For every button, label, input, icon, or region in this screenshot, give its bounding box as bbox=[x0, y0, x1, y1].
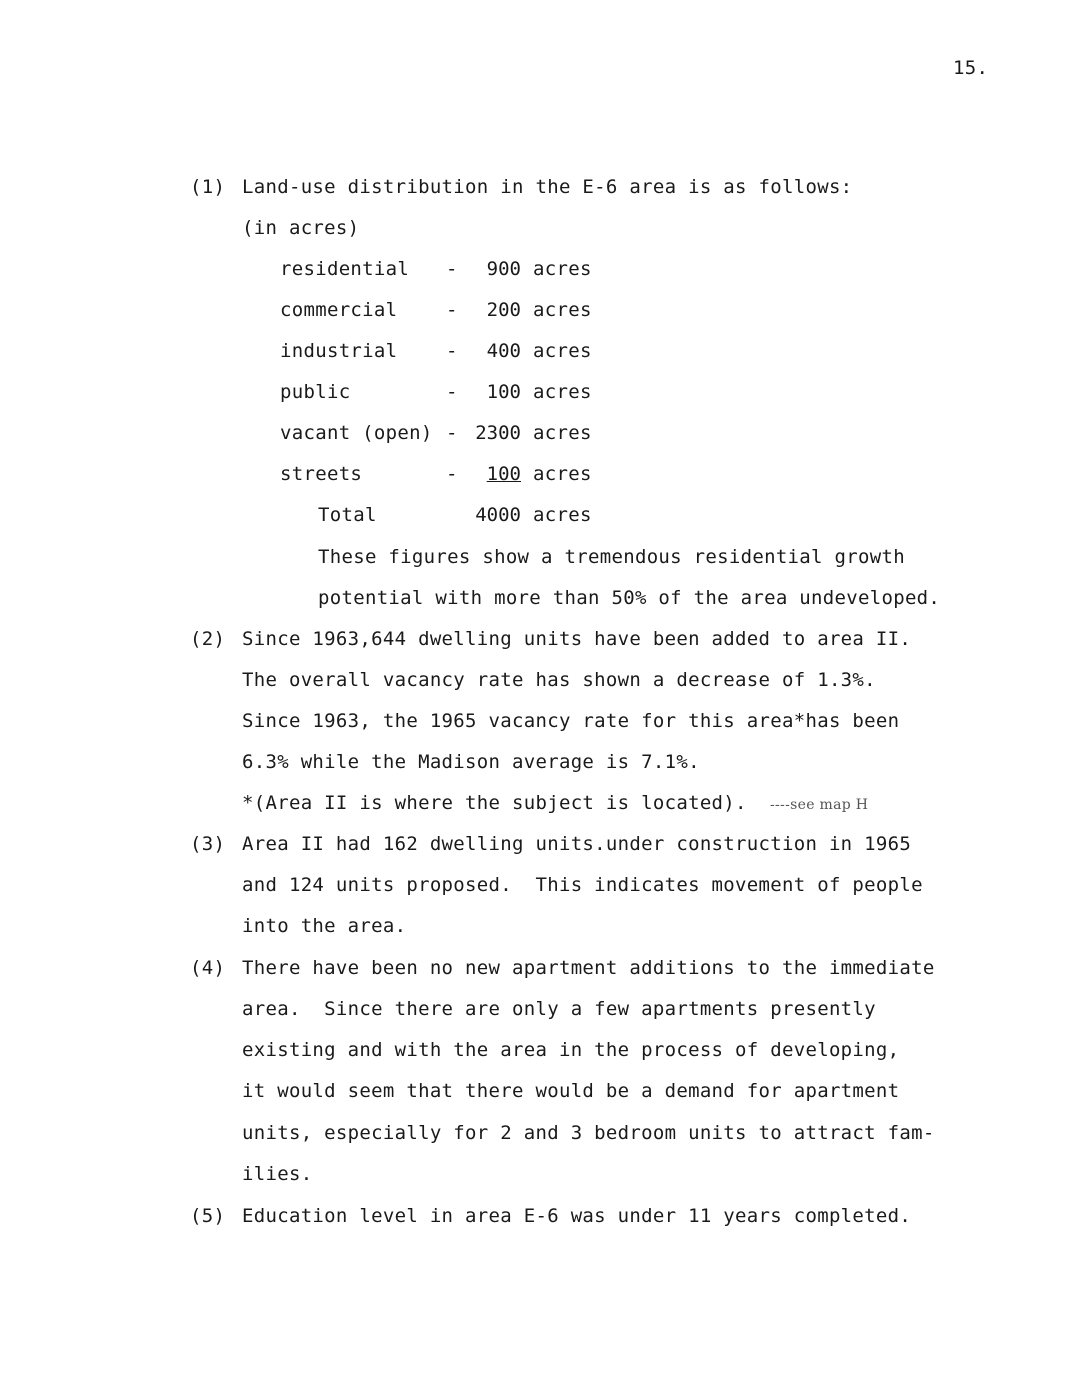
table-row-label: industrial bbox=[280, 340, 398, 362]
table-row-unit: acres bbox=[533, 463, 592, 485]
table-row-unit: acres bbox=[533, 258, 592, 280]
item-2-line: 6.3% while the Madison average is 7.1%. bbox=[242, 751, 700, 773]
table-row-value: 100 bbox=[486, 381, 521, 403]
table-row-dash: - bbox=[446, 381, 458, 403]
item-1-note-line-1: These figures show a tremendous residential growth bbox=[318, 546, 905, 568]
table-row-unit: acres bbox=[533, 340, 592, 362]
table-row-value: 900 bbox=[486, 258, 521, 280]
table-row-value: 400 bbox=[486, 340, 521, 362]
table-row-dash: - bbox=[446, 463, 458, 485]
table-row-dash: - bbox=[446, 258, 458, 280]
table-row-unit: acres bbox=[533, 299, 592, 321]
table-row-dash: - bbox=[446, 340, 458, 362]
item-4-line: There have been no new apartment additions to the immediate bbox=[242, 957, 935, 979]
table-row-label: public bbox=[280, 381, 351, 403]
item-4-marker: (4) bbox=[190, 957, 226, 979]
item-4-line: ilies. bbox=[242, 1163, 313, 1185]
handwritten-note: ----see map H bbox=[770, 797, 869, 813]
item-5-marker: (5) bbox=[190, 1205, 226, 1227]
item-1-line-2: (in acres) bbox=[242, 217, 360, 239]
item-2-marker: (2) bbox=[190, 628, 226, 650]
item-1-line-1: Land-use distribution in the E-6 area is as follows: bbox=[242, 176, 853, 198]
item-2-line: Since 1963,644 dwelling units have been added to area II. bbox=[242, 628, 912, 650]
table-row-value: 100 bbox=[486, 463, 521, 485]
table-row-dash: - bbox=[446, 299, 458, 321]
item-2-line: The overall vacancy rate has shown a decrease of 1.3%. bbox=[242, 669, 876, 691]
table-row-value: 200 bbox=[486, 299, 521, 321]
item-5-line: Education level in area E-6 was under 11 years completed. bbox=[242, 1205, 912, 1227]
item-3-marker: (3) bbox=[190, 833, 226, 855]
table-row-value: 2300 bbox=[475, 422, 521, 444]
item-2-line: Since 1963, the 1965 vacancy rate for this area*has been bbox=[242, 710, 900, 732]
table-row-dash: - bbox=[446, 422, 458, 444]
item-1-note-line-2: potential with more than 50% of the area undeveloped. bbox=[318, 587, 941, 609]
table-row-unit: acres bbox=[533, 422, 592, 444]
table-row-label: residential bbox=[280, 258, 410, 280]
page-number: 15. bbox=[953, 57, 989, 79]
item-3-line: Area II had 162 dwelling units.under construction in 1965 bbox=[242, 833, 912, 855]
item-3-line: and 124 units proposed. This indicates movement of people bbox=[242, 874, 923, 896]
table-row-label: streets bbox=[280, 463, 363, 485]
total-label: Total bbox=[318, 504, 377, 526]
item-2-footnote: *(Area II is where the subject is located). bbox=[242, 792, 747, 814]
item-4-line: it would seem that there would be a demand for apartment bbox=[242, 1080, 900, 1102]
table-row-unit: acres bbox=[533, 381, 592, 403]
table-row-label: commercial bbox=[280, 299, 398, 321]
total-value: 4000 bbox=[475, 504, 521, 526]
item-1-marker: (1) bbox=[190, 176, 226, 198]
table-row-label: vacant (open) bbox=[280, 422, 433, 444]
total-unit: acres bbox=[533, 504, 592, 526]
item-4-line: existing and with the area in the process of developing, bbox=[242, 1039, 900, 1061]
item-4-line: units, especially for 2 and 3 bedroom units to attract fam- bbox=[242, 1122, 935, 1144]
item-3-line: into the area. bbox=[242, 915, 407, 937]
item-4-line: area. Since there are only a few apartments presently bbox=[242, 998, 876, 1020]
